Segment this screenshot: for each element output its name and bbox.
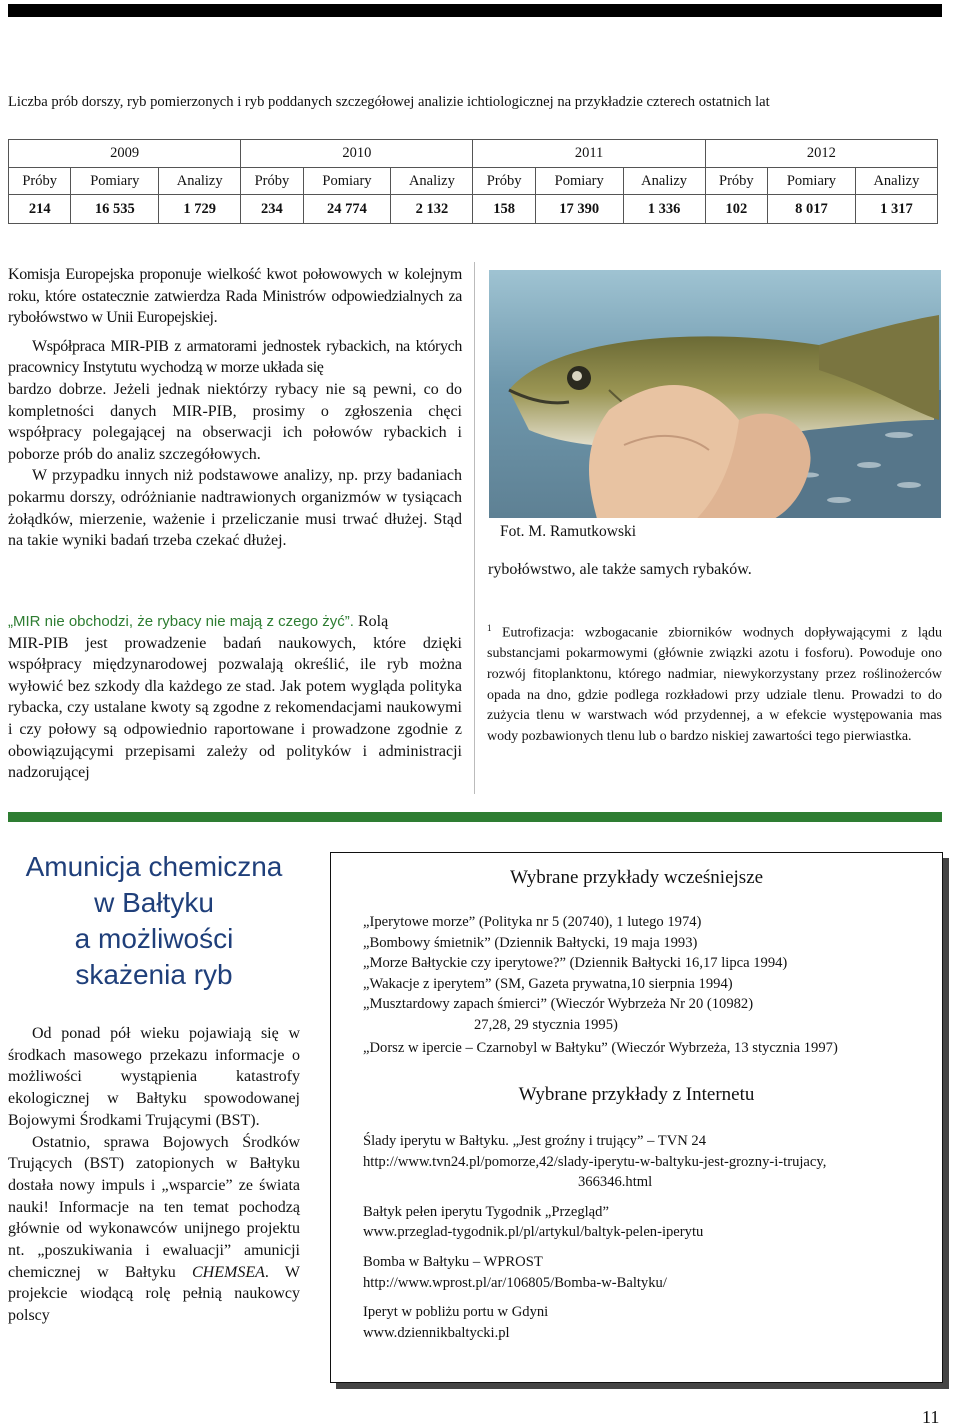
title-line: a możliwości [74, 923, 234, 954]
column-header: Analizy [623, 168, 705, 195]
sidebar-body [8, 1023, 300, 1327]
table-cell: 1 729 [159, 195, 241, 224]
section-heading: „MIR nie obchodzi, że rybacy nie mają z czego żyć”. [8, 613, 354, 630]
paragraph [8, 1132, 300, 1327]
title-line: w Bałtyku [94, 887, 214, 918]
table-cell: 2 132 [391, 195, 473, 224]
paragraph: Od ponad pół wieku pojawiają się w środkach masowego przekazu informacje o możliwości wystąpienia katastrofy ekologicznej w Bałtyku spowodowanej Bojowymi Środkami Trującymi (BST). [8, 1025, 300, 1129]
web-item-title: Iperyt w pobliżu portu w Gdyni [363, 1304, 549, 1321]
press-item: „Musztardowy zapach śmierci” (Wieczór Wybrzeża Nr 20 (10982) [363, 996, 754, 1013]
table-cell: 102 [705, 195, 767, 224]
web-link[interactable]: www.dziennikbaltycki.pl [363, 1324, 510, 1341]
column-header: Próby [705, 168, 767, 195]
column-header: Analizy [391, 168, 473, 195]
page-number: 11 [922, 1407, 940, 1427]
cod-in-hand-image [489, 270, 941, 526]
table-cell: 234 [241, 195, 303, 224]
paragraph [8, 611, 462, 633]
table-cell: 214 [9, 195, 71, 224]
web-list [363, 1131, 826, 1352]
web-item [363, 1252, 826, 1293]
article-continuation: rybołówstwo, ale także samych rybaków. [488, 561, 752, 578]
samples-table [8, 139, 938, 224]
year-cell: 2011 [473, 140, 705, 168]
column-header: Analizy [159, 168, 241, 195]
table-cell: 1 317 [855, 195, 937, 224]
press-list [363, 912, 838, 1058]
table-header-row [9, 168, 938, 195]
press-item: „Iperytowe morze” (Polityka nr 5 (20740), 1 lutego 1974) [363, 914, 702, 930]
table-cell: 17 390 [535, 195, 623, 224]
year-cell: 2012 [705, 140, 937, 168]
column-header: Pomiary [768, 168, 856, 195]
table-cell: 8 017 [768, 195, 856, 224]
year-cell: 2009 [9, 140, 241, 168]
project-name: CHEMSEA [192, 1263, 265, 1281]
web-item-title: Bałtyk pełen iperytu Tygodnik „Przegląd” [363, 1203, 609, 1220]
web-link[interactable]: 366346.html [578, 1174, 653, 1191]
footnote-text: Eutrofizacja: wzbogacanie zbiorników wodnych dopływającymi z lądu substancjami pokarmowymi (głównie związki azotu i fosforu). Powoduje ono rozwój fitoplanktonu, którego nadmiar, niewykorzystany przez roślinożerców opada na dno, gdzie podlega rozkładowi przy udziale tlenu. Prowadzi to do zużycia tlenu w warstwach wód przydennej, a w efekcie występowania mas wody pozbawionych tlenu lub o bardzo niskiej zawartości tego pierwiastka. [487, 625, 942, 745]
press-item: 27,28, 29 stycznia 1995) [474, 1016, 618, 1033]
web-item [363, 1202, 826, 1243]
box-heading: Wybrane przykłady z Internetu [518, 1084, 755, 1105]
paragraph: bardzo dobrze. Jeżeli jednak niektórzy rybacy nie są pewni, co do kompletności danych MIR-PIB, prosimy o zgłoszenia chęci współpracy polegającej na obserwacji ich połowów rybackich i poborze prób do analiz szczegółowych. [8, 380, 462, 463]
section-divider [8, 812, 942, 822]
web-link[interactable]: www.przeglad-tygodnik.pl/pl/artykul/baltyk-pelen-iperytu [363, 1224, 704, 1241]
title-line: skażenia ryb [75, 959, 233, 990]
paragraph-text: . W projekcie wiodącą rolę pełnią naukowcy polscy [8, 1263, 300, 1325]
column-header: Analizy [855, 168, 937, 195]
paragraph: W przypadku innych niż podstawowe analizy, np. przy badaniach pokarmu dorszy, odróżnianie nadtrawionych organizmów w tysiącach żołądków, mierzenie, ważenie i przeliczanie musi trwać dłużej. Stąd na takie wyniki badań trzeba czekać dłużej. [8, 467, 462, 550]
paragraph-text: Ostatnio, sprawa Bojowych Środków Trujących (BST) zatopionych w Bałtyku dostała nowy impuls i „wsparcie” ze świata nauki! Informacje na ten temat pochodzą głównie od wykonawców unijnego projektu nt. „poszukiwania i ewaluacji” amunicji chemicznej w Bałtyku [8, 1133, 300, 1281]
examples-box [330, 852, 943, 1383]
paragraph-lead: Rolą [353, 613, 389, 630]
web-item-title: Bomba w Bałtyku – WPROST [363, 1253, 543, 1270]
web-item-title: Ślady iperytu w Bałtyku. „Jest groźny i trujący” – TVN 24 [363, 1133, 707, 1149]
article-left-column [8, 264, 462, 552]
sidebar-title [8, 849, 300, 993]
table-cell: 24 774 [303, 195, 391, 224]
footnote [487, 618, 942, 748]
footnote-marker: 1 [487, 623, 492, 633]
press-item: „Bombowy śmietnik” (Dziennik Bałtycki, 19 maja 1993) [363, 934, 698, 951]
fish-photo [489, 270, 941, 526]
table-years-row [9, 140, 938, 168]
column-divider [474, 262, 475, 794]
table-values-row [9, 195, 938, 224]
web-link[interactable]: http://www.tvn24.pl/pomorze,42/slady-iperytu-w-baltyku-jest-grozny-i-trujacy, [363, 1153, 827, 1170]
box-heading: Wybrane przykłady wcześniejsze [509, 867, 764, 888]
paragraph: Komisja Europejska proponuje wielkość kwot połowowych w kolejnym roku, które ostatecznie zatwierdza Rada Ministrów odpowiedzialnych za rybołówstwo w Unii Europejskiej. [8, 266, 462, 327]
column-header: Pomiary [303, 168, 391, 195]
press-item: „Morze Bałtyckie czy iperytowe?” (Dziennik Bałtycki 16,17 lipca 1994) [363, 955, 788, 972]
photo-credit: Fot. M. Ramutkowski [500, 523, 637, 540]
web-link[interactable]: http://www.wprost.pl/ar/106805/Bomba-w-Baltyku/ [363, 1274, 667, 1291]
web-item [363, 1302, 826, 1343]
paragraph: MIR-PIB jest prowadzenie badań naukowych, które dzięki współpracy międzynarodowej pozwalają określić, ile ryb można wyłowić bez szkody dla każdego ze stad. Jak potem wygląda polityka rybacka, czy ustalane kwoty są zgodne z rekomendacjami naukowymi i czy połowy są odpowiednio raportowane i prowadzone zgodnie z obowiązującymi przepisami zależy od polityków i administracji nadzorującej [8, 634, 462, 782]
table-caption: Liczba prób dorszy, ryb pomierzonych i ryb poddanych szczegółowej analizie ichtiologicznej na przykładzie czterech ostatnich lat [8, 94, 770, 110]
column-header: Próby [9, 168, 71, 195]
table-cell: 16 535 [71, 195, 159, 224]
paragraph: Współpraca MIR-PIB z armatorami jednostek rybackich, na których pracownicy Instytutu wychodzą w morze układa się [8, 337, 462, 377]
title-line: Amunicja chemiczna [25, 851, 283, 882]
year-cell: 2010 [241, 140, 473, 168]
column-header: Próby [473, 168, 535, 195]
press-item: „Wakacje z iperytem” (SM, Gazeta prywatna,10 sierpnia 1994) [363, 975, 733, 992]
table-cell: 1 336 [623, 195, 705, 224]
top-black-bar [8, 4, 942, 17]
web-item [363, 1131, 826, 1193]
article-left-column-lower [8, 611, 462, 784]
press-item: „Dorsz w ipercie – Czarnobyl w Bałtyku” (Wieczór Wybrzeża, 13 stycznia 1997) [363, 1039, 838, 1056]
table-cell: 158 [473, 195, 535, 224]
column-header: Pomiary [71, 168, 159, 195]
column-header: Próby [241, 168, 303, 195]
column-header: Pomiary [535, 168, 623, 195]
